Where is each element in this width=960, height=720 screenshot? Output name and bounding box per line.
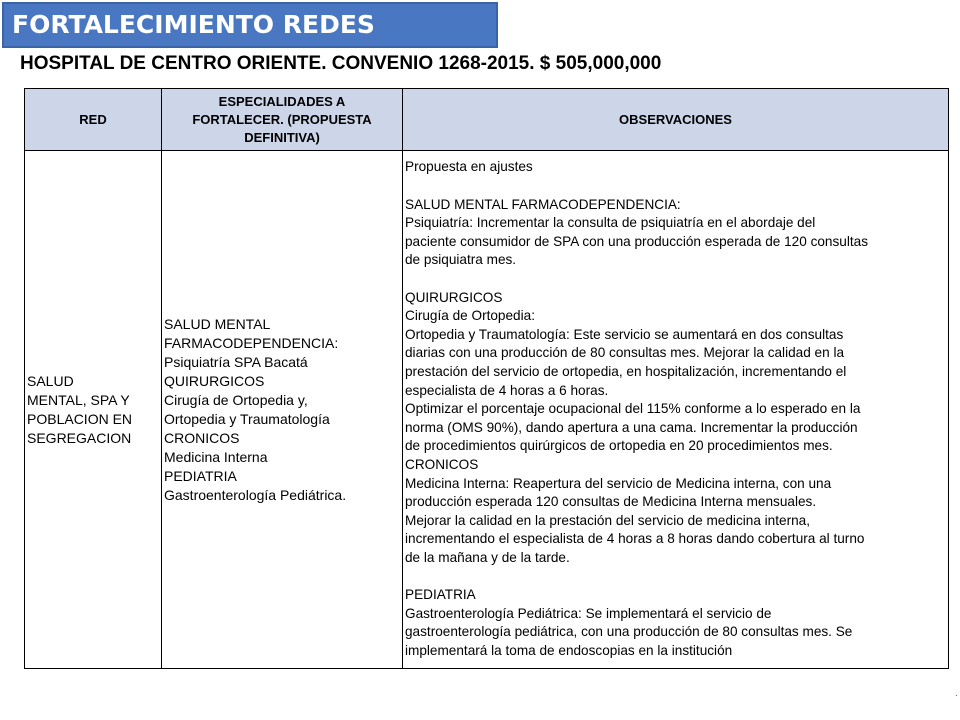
observacion-line: Gastroenterología Pediátrica: Se implementará el servicio de: [405, 605, 772, 621]
observacion-line: Ortopedia y Traumatología: Este servicio se aumentará en dos consultas: [405, 326, 844, 342]
slide-subtitle: HOSPITAL DE CENTRO ORIENTE. CONVENIO 1268-2015. $ 505,000,000: [20, 53, 662, 74]
observacion-line: Cirugía de Ortopedia:: [405, 308, 535, 324]
slide-title: FORTALECIMIENTO REDES: [2, 2, 498, 48]
especialidad-line: Ortopedia y Traumatología: [164, 410, 330, 427]
observacion-line: de psiquiatra mes.: [405, 252, 517, 268]
header-especialidades: [162, 89, 403, 151]
observacion-line: Mejorar la calidad en la prestación del servicio de medicina interna,: [405, 512, 811, 528]
observacion-line: Propuesta en ajustes: [405, 159, 533, 175]
specialties-table: [24, 88, 949, 669]
observacion-line: [405, 177, 946, 196]
especialidad-line: SALUD MENTAL: [164, 315, 271, 332]
header-especialidades-line: ESPECIALIDADES A: [218, 93, 346, 109]
observacion-line: norma (OMS 90%), dando apertura a una cama. Incrementar la producción: [405, 419, 858, 435]
observacion-line: paciente consumidor de SPA con una producción esperada de 120 consultas: [405, 233, 869, 249]
observacion-line: QUIRURGICOS: [405, 289, 503, 305]
observacion-line: prestación del servicio de ortopedia, en hospitalización, incrementando el: [405, 364, 847, 380]
especialidad-line: Medicina Interna: [164, 448, 268, 465]
especialidad-line: Gastroenterología Pediátrica.: [164, 486, 347, 503]
especialidad-line: Psiquiatría SPA Bacatá: [164, 353, 308, 370]
red-line: SEGREGACION: [27, 429, 132, 446]
header-observaciones: OBSERVACIONES: [403, 89, 949, 151]
observacion-line: PEDIATRIA: [405, 587, 476, 603]
especialidad-line: QUIRURGICOS: [164, 372, 265, 389]
observacion-line: implementará la toma de endoscopias en la institución: [405, 642, 733, 658]
observacion-line: especialista de 4 horas a 6 horas.: [405, 382, 609, 398]
especialidad-line: CRONICOS: [164, 429, 240, 446]
especialidad-line: PEDIATRIA: [164, 467, 237, 484]
especialidad-line: FARMACODEPENDENCIA:: [164, 334, 339, 351]
observacion-line: diarias con una producción de 80 consultas mes. Mejorar la calidad en la: [405, 345, 845, 361]
observacion-line: Psiquiatría: Incrementar la consulta de psiquiatría en el abordaje del: [405, 215, 816, 231]
observacion-line: gastroenterología pediátrica, con una producción de 80 consultas mes. Se: [405, 624, 853, 640]
observacion-line: de procedimientos quirúrgicos de ortopedia en 20 procedimientos mes.: [405, 438, 833, 454]
observacion-line: Optimizar el porcentaje ocupacional del 115% conforme a lo esperado en la: [405, 401, 861, 417]
cell-observaciones: [403, 151, 949, 669]
cell-especialidades: [162, 151, 403, 669]
observacion-line: [405, 568, 946, 587]
red-line: POBLACION EN: [27, 410, 133, 427]
observacion-line: incrementando el especialista de 4 horas a 8 horas dando cobertura al turno: [405, 531, 865, 547]
footer-mark: .: [955, 688, 958, 699]
observacion-line: producción esperada 120 consultas de Medicina Interna mensuales.: [405, 494, 817, 510]
observacion-line: CRONICOS: [405, 456, 479, 472]
especialidad-line: Cirugía de Ortopedia y,: [164, 391, 308, 408]
red-line: SALUD: [27, 372, 74, 389]
observacion-line: Medicina Interna: Reapertura del servicio de Medicina interna, con una: [405, 475, 832, 491]
table-row: [25, 151, 949, 669]
table-header-row: [25, 89, 949, 151]
observacion-line: SALUD MENTAL FARMACODEPENDENCIA:: [405, 196, 681, 212]
header-especialidades-line: FORTALECER. (PROPUESTA: [192, 111, 372, 127]
cell-red: [25, 151, 162, 669]
observacion-line: de la mañana y de la tarde.: [405, 549, 570, 565]
red-line: MENTAL, SPA Y: [27, 391, 130, 408]
header-red: RED: [25, 89, 162, 151]
header-especialidades-line: DEFINITIVA): [244, 129, 320, 145]
observacion-line: [405, 270, 946, 289]
